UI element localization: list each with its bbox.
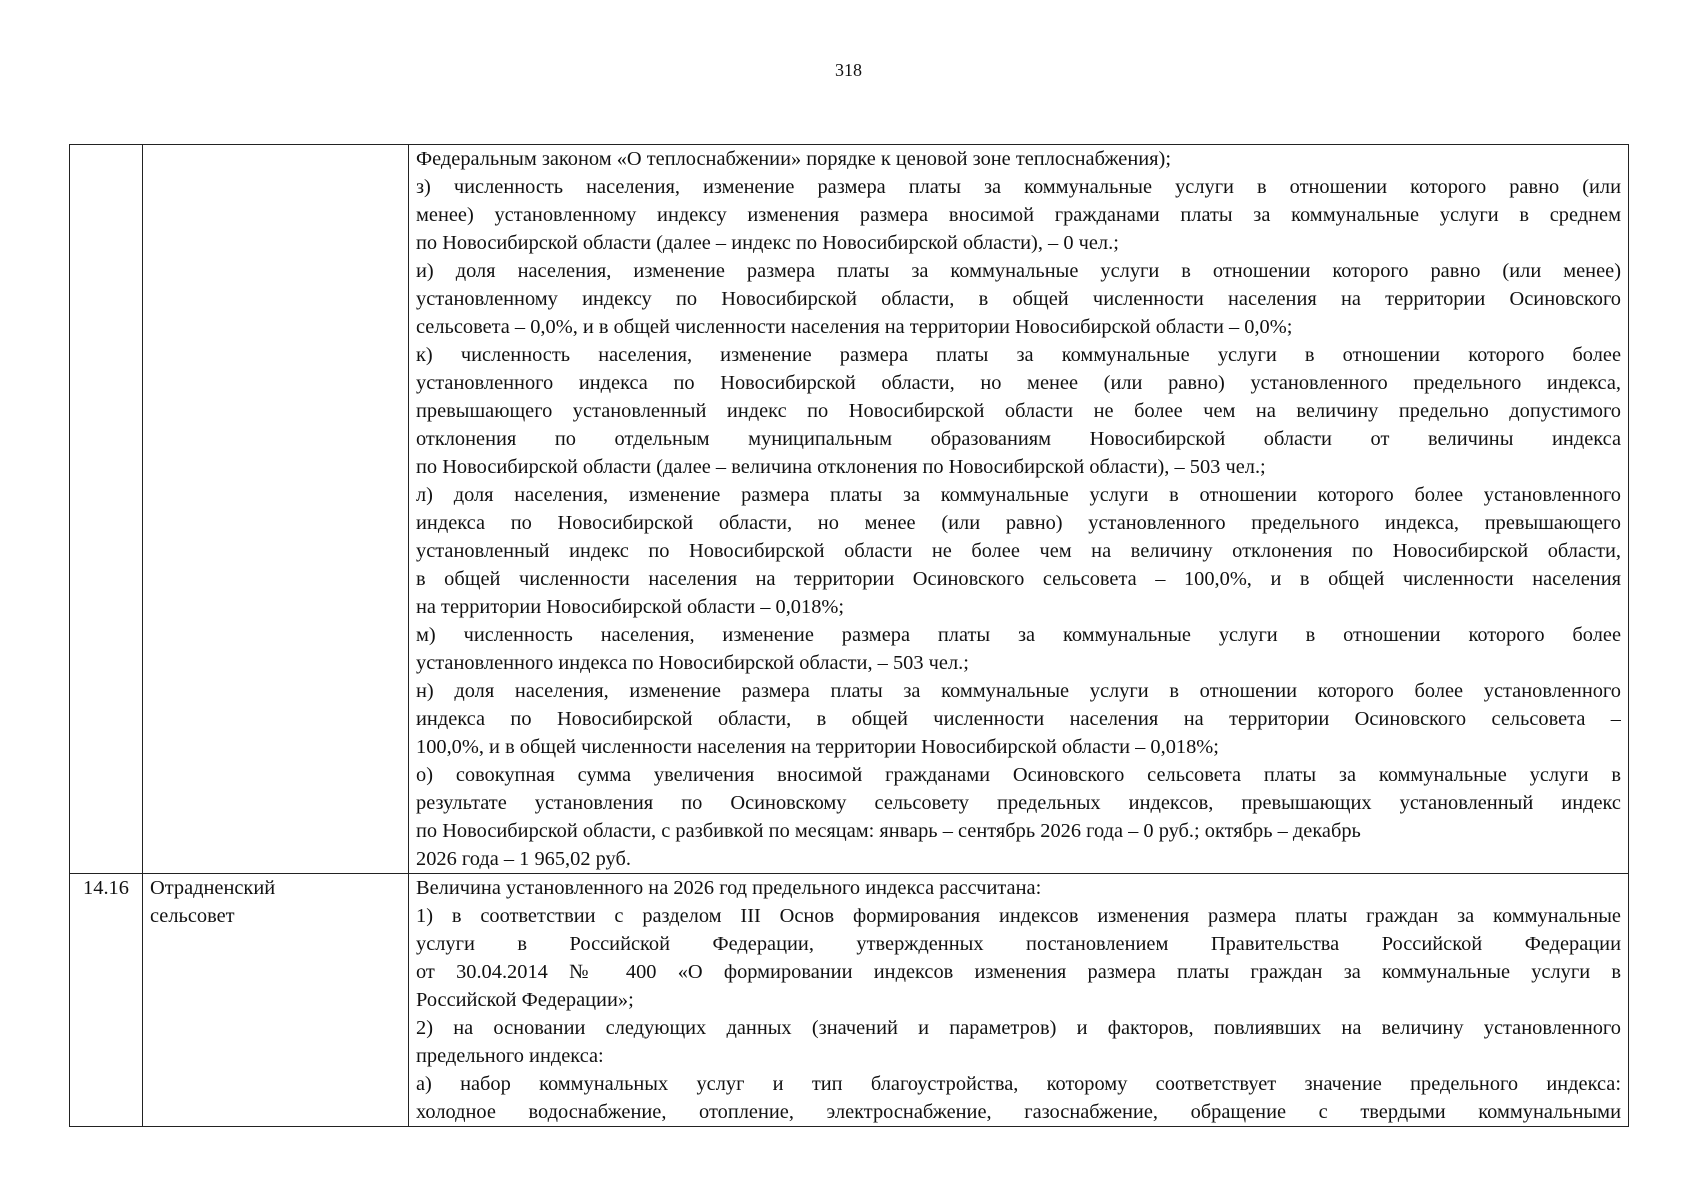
description-line: установленного индекса по Новосибирской области, но менее (или равно) установленного предельного индекса,: [416, 372, 1621, 394]
description-line: индекса по Новосибирской области, в общей численности населения на территории Осиновского сельсовета –: [416, 708, 1621, 730]
description-line: предельного индекса:: [416, 1045, 604, 1067]
municipality-name-line: Отрадненский: [150, 877, 276, 899]
description-line: превышающего установленный индекс по Новосибирской области не более чем на величину предельно допустимого: [416, 400, 1621, 422]
description-cell: [409, 874, 1629, 1127]
description-line: по Новосибирской области (далее – величина отклонения по Новосибирской области), – 503 чел.;: [416, 456, 1266, 478]
municipality-name-cell: [143, 145, 409, 874]
description-line: установленного индекса по Новосибирской области, – 503 чел.;: [416, 652, 969, 674]
description-line: услуги в Российской Федерации, утвержденных постановлением Правительства Российской Федерации: [416, 933, 1621, 955]
description-line: установленный индекс по Новосибирской области не более чем на величину отклонения по Новосибирской области,: [416, 540, 1621, 562]
description-line: по Новосибирской области, с разбивкой по месяцам: январь – сентябрь 2026 года – 0 руб.; октябрь – декабрь: [416, 820, 1361, 842]
description-line: л) доля населения, изменение размера платы за коммунальные услуги в отношении которого более установленного: [416, 484, 1621, 506]
description-line: результате установления по Осиновскому сельсовету предельных индексов, превышающих установленный индекс: [416, 792, 1621, 814]
description-line: от 30.04.2014 № 400 «О формировании индексов изменения размера платы граждан за коммунальные услуги в: [416, 961, 1621, 983]
row-number-cell: [70, 145, 143, 874]
description-line: 100,0%, и в общей численности населения на территории Новосибирской области – 0,018%;: [416, 736, 1219, 758]
description-line: холодное водоснабжение, отопление, электроснабжение, газоснабжение, обращение с твердыми коммунальными: [416, 1101, 1621, 1123]
municipality-name-line: сельсовет: [150, 905, 235, 927]
description-line: индекса по Новосибирской области, но менее (или равно) установленного предельного индекса, превышающего: [416, 512, 1621, 534]
description-line: установленному индексу по Новосибирской области, в общей численности населения на территории Осиновского: [416, 288, 1621, 310]
row-number-cell: 14.16: [70, 874, 143, 1127]
description-line: 2) на основании следующих данных (значений и параметров) и факторов, повлиявших на величину установленного: [416, 1017, 1621, 1039]
description-line: Федеральным законом «О теплоснабжении» порядке к ценовой зоне теплоснабжения);: [416, 148, 1171, 170]
description-line: и) доля населения, изменение размера платы за коммунальные услуги в отношении которого равно (или менее): [416, 260, 1621, 282]
description-line: о) совокупная сумма увеличения вносимой гражданами Осиновского сельсовета платы за коммунальные услуги в: [416, 764, 1621, 786]
description-line: по Новосибирской области (далее – индекс по Новосибирской области), – 0 чел.;: [416, 232, 1119, 254]
description-line: а) набор коммунальных услуг и тип благоустройства, которому соответствует значение предельного индекса:: [416, 1073, 1621, 1095]
description-line: з) численность населения, изменение размера платы за коммунальные услуги в отношении которого равно (или: [416, 176, 1621, 198]
description-line: на территории Новосибирской области – 0,018%;: [416, 596, 845, 618]
table-row: [70, 145, 1629, 874]
page-number: 318: [835, 60, 862, 80]
description-line: Величина установленного на 2026 год предельного индекса рассчитана:: [416, 877, 1042, 899]
description-line: к) численность населения, изменение размера платы за коммунальные услуги в отношении которого более: [416, 344, 1621, 366]
description-line: н) доля населения, изменение размера платы за коммунальные услуги в отношении которого более установленного: [416, 680, 1621, 702]
document-table: [69, 144, 1629, 1127]
description-line: менее) установленному индексу изменения размера вносимой гражданами платы за коммунальные услуги в среднем: [416, 204, 1621, 226]
municipality-name-cell: [143, 874, 409, 1127]
description-line: отклонения по отдельным муниципальным образованиям Новосибирской области от величины индекса: [416, 428, 1621, 450]
description-line: м) численность населения, изменение размера платы за коммунальные услуги в отношении которого более: [416, 624, 1621, 646]
description-line: 2026 года – 1 965,02 руб.: [416, 848, 631, 870]
description-line: 1) в соответствии с разделом III Основ формирования индексов изменения размера платы граждан за коммунальные: [416, 905, 1621, 927]
description-line: сельсовета – 0,0%, и в общей численности населения на территории Новосибирской области – 0,0%;: [416, 316, 1293, 338]
table-row: [70, 874, 1629, 1127]
description-cell: [409, 145, 1629, 874]
description-line: Российской Федерации»;: [416, 989, 634, 1011]
description-line: в общей численности населения на территории Осиновского сельсовета – 100,0%, и в общей численности населения: [416, 568, 1621, 590]
